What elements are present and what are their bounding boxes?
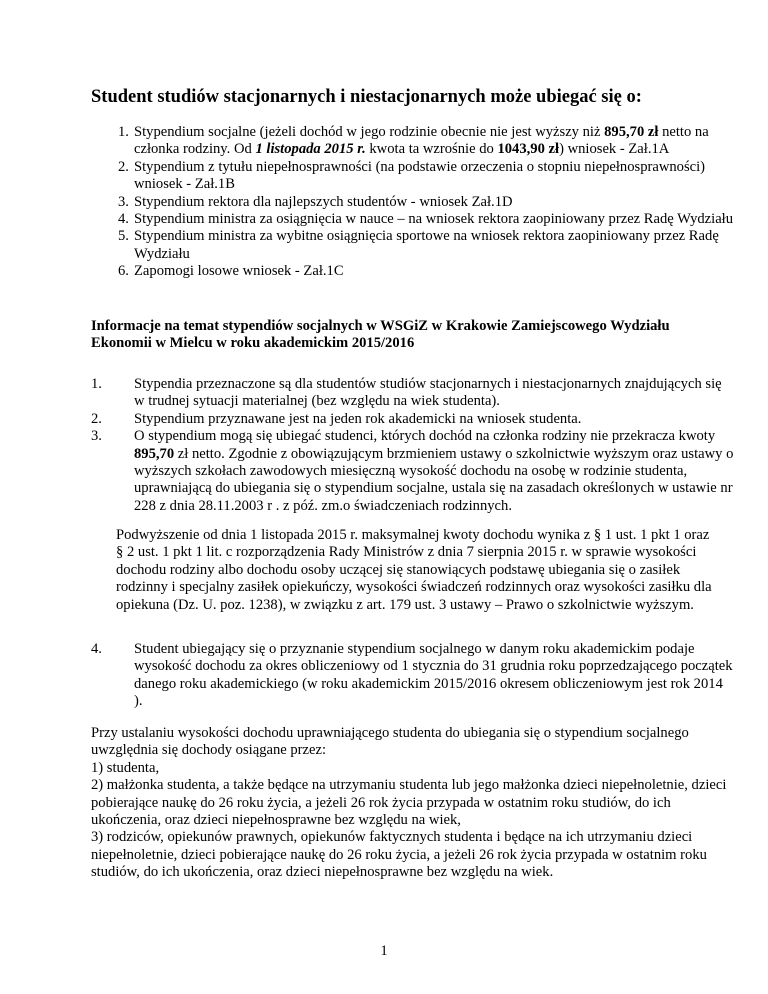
page-number: 1 bbox=[380, 943, 388, 959]
rules-item: 3) rodziców, opiekunów prawnych, opiekunów faktycznych studenta i będące na ich utrzymaniu dzieci niepełnoletnie, dzieci pobierające naukę do 26 roku życia, a jeżeli 26 rok życia przypada w ostatnim roku studiów, do ich ukończenia, oraz dzieci niepełnosprawne bez względu na wiek. bbox=[91, 829, 707, 881]
date-text: 1 listopada 2015 r. bbox=[255, 141, 366, 158]
list-text: kwota ta wzrośnie do bbox=[365, 141, 498, 158]
list-item bbox=[91, 228, 734, 263]
list-item bbox=[91, 124, 734, 159]
list-number: 4. bbox=[118, 211, 129, 228]
rules-intro: Przy ustalaniu wysokości dochodu uprawniającego studenta do ubiegania się o stypendium socjalnego uwzględnia się dochody osiągane przez: bbox=[91, 725, 689, 759]
list-text: Zapomogi losowe wniosek - Zał.1C bbox=[134, 263, 344, 280]
list-text: ) wniosek - Zał.1A bbox=[559, 141, 670, 158]
list-item bbox=[91, 411, 734, 428]
list-text: Stypendium z tytułu niepełnosprawności (na podstawie orzeczenia o stopniu niepełnosprawności) wniosek - Zał.1B bbox=[134, 158, 706, 193]
list-number: 1. bbox=[91, 376, 102, 392]
rules-item: 2) małżonka studenta, a także będące na utrzymaniu studenta lub jego małżonka dzieci niepełnoletnie, dzieci pobierające naukę do 26 roku życia, a jeżeli 26 rok życia przypada w ostatnim roku studiów, do ich ukończenia, oraz dzieci niepełnosprawne bez względu na wiek, bbox=[91, 777, 727, 829]
list-number: 2. bbox=[118, 158, 129, 175]
raise-paragraph: Podwyższenie od dnia 1 listopada 2015 r. maksymalnej kwoty dochodu wynika z § 1 ust. 1 pkt 1 oraz § 2 ust. 1 pkt 1 lit. c rozporządzenia Rady Ministrów z dnia 7 sierpnia 2015 r. w sprawie wysokości dochodu rodziny albo dochodu osoby uczącej się stanowiących podstawę ubiegania się o zasiłek rodzinny i specjalny zasiłek opiekuńczy, wysokości świadczeń rodzinnych oraz wysokości zasiłku dla opiekuna (Dz. U. poz. 1238), w związku z art. 179 ust. 3 ustawy – Prawo o szkolnictwie wyższym. bbox=[116, 527, 712, 613]
list-text: Stypendium ministra za wybitne osiągnięcia sportowe na wniosek rektora zaopiniowany przez Radę Wydziału bbox=[134, 228, 719, 262]
list-text: Stypendium socjalne (jeżeli dochód w jego rodzinie obecnie nie jest wyższy niż bbox=[134, 124, 605, 140]
income-rules bbox=[91, 725, 731, 882]
list-item bbox=[91, 376, 734, 411]
amount-text: 895,70 zł bbox=[604, 124, 659, 140]
amount-text: 895,70 bbox=[134, 445, 175, 462]
list-number: 1. bbox=[118, 124, 129, 140]
page-title: Student studiów stacjonarnych i niestacjonarnych może ubiegać się o: bbox=[91, 87, 642, 107]
amount-text: 1043,90 zł bbox=[497, 141, 560, 158]
list-number: 3. bbox=[118, 193, 129, 210]
list-number: 4. bbox=[91, 641, 102, 657]
list-number: 2. bbox=[91, 410, 102, 427]
list-text: zł netto. Zgodnie z obowiązującym brzmieniem ustawy o szkolnictwie wyższym oraz ustawy o wyższych szkołach zawodowych miesięczną wysokość dochodu na osobę w rodzinie studenta, uprawniającą do ubiegania się o stypendium socjalne, ustala się na zasadach określonych w ustawie nr 228 z dnia 28.11.2003 r . z póź. zm.o świadczeniach rodzinnych. bbox=[134, 445, 734, 514]
list-text: O stypendium mogą się ubiegać studenci, których dochód na członka rodziny nie przekracza kwoty bbox=[134, 428, 716, 445]
list-item bbox=[91, 641, 734, 711]
list-text: Stypendium ministra za osiągnięcia w nauce – na wniosek rektora zaopiniowany przez Radę Wydziału bbox=[134, 211, 734, 228]
rules-item: 1) studenta, bbox=[91, 759, 160, 776]
info-list bbox=[91, 376, 734, 515]
list-text: Student ubiegający się o przyznanie stypendium socjalnego w danym roku akademickim podaje wysokość dochodu za okres obliczeniowy od 1 stycznia do 31 grudnia roku poprzedzającego początek danego roku akademickiego (w roku akademickim 2015/2016 okresem obliczeniowym jest rok 2014 ). bbox=[134, 641, 733, 710]
section-heading: Informacje na temat stypendiów socjalnych w WSGiZ w Krakowie Zamiejscowego Wydziału Ekonomii w Mielcu w roku akademickim 2015/2016 bbox=[91, 318, 670, 352]
list-text: netto na członka rodziny. Od bbox=[134, 124, 709, 158]
list-item bbox=[91, 194, 734, 211]
list-number: 5. bbox=[118, 228, 129, 245]
list-text: Stypendium przyznawane jest na jeden rok akademicki na wniosek studenta. bbox=[134, 410, 582, 427]
list-number: 6. bbox=[118, 263, 129, 280]
list-item bbox=[91, 211, 734, 228]
list-text: Stypendia przeznaczone są dla studentów studiów stacjonarnych i niestacjonarnych znajdujących się w trudnej sytuacji materialnej (bez względu na wiek studenta). bbox=[134, 376, 722, 410]
list-item bbox=[91, 263, 734, 280]
list-number: 3. bbox=[91, 428, 102, 445]
list-item bbox=[91, 159, 734, 194]
info-list-continued bbox=[91, 641, 734, 711]
list-text: Stypendium rektora dla najlepszych studentów - wniosek Zał.1D bbox=[134, 193, 513, 210]
scholarship-list bbox=[91, 124, 734, 281]
list-item bbox=[91, 428, 734, 515]
